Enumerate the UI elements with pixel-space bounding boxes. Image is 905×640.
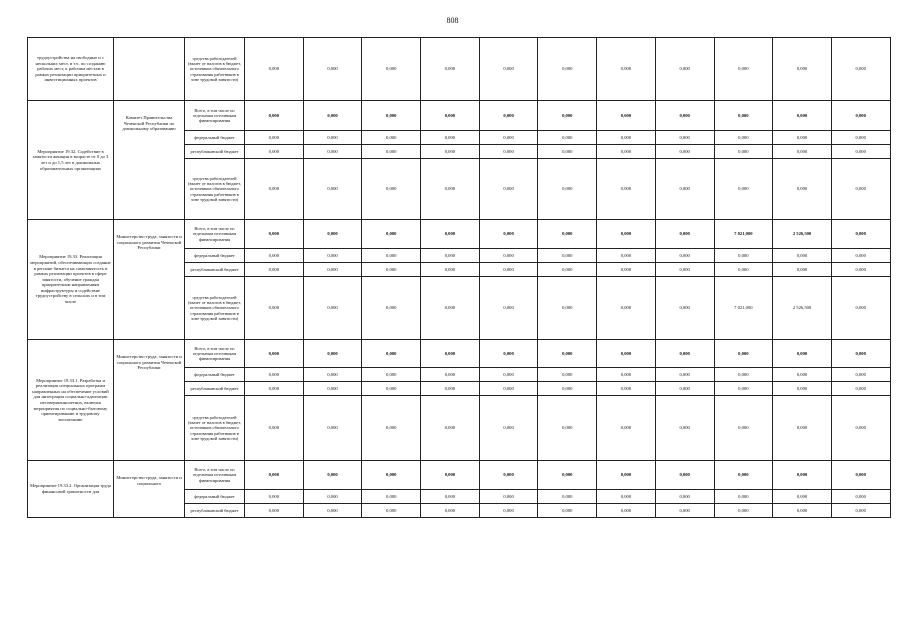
amount-cell: 0,000 bbox=[597, 38, 656, 101]
amount-cell: 0,000 bbox=[714, 396, 773, 461]
amount-cell: 0,000 bbox=[655, 368, 714, 382]
amount-cell: 0,000 bbox=[245, 340, 304, 368]
amount-cell: 0,000 bbox=[303, 340, 362, 368]
amount-cell: 0,000 bbox=[773, 263, 832, 277]
amount-cell: 0,000 bbox=[597, 368, 656, 382]
amount-cell: 0,000 bbox=[362, 368, 421, 382]
funding-source-cell: федеральный бюджет bbox=[185, 131, 245, 145]
amount-cell: 0,000 bbox=[421, 159, 480, 220]
executor-cell: Комитет Правительства Чеченской Республики по дошкольному образованию bbox=[114, 101, 185, 220]
amount-cell: 0,000 bbox=[714, 145, 773, 159]
page-number: 808 bbox=[446, 16, 459, 25]
amount-cell: 0,000 bbox=[303, 159, 362, 220]
amount-cell: 0,000 bbox=[538, 461, 597, 490]
amount-cell: 0,000 bbox=[245, 504, 304, 518]
amount-cell: 0,000 bbox=[597, 249, 656, 263]
amount-cell: 0,000 bbox=[479, 277, 538, 340]
amount-cell: 0,000 bbox=[245, 220, 304, 249]
table-row bbox=[28, 340, 891, 368]
amount-cell: 0,000 bbox=[245, 277, 304, 340]
amount-cell: 0,000 bbox=[597, 145, 656, 159]
amount-cell: 0,000 bbox=[597, 220, 656, 249]
amount-cell: 0,000 bbox=[655, 461, 714, 490]
amount-cell: 0,000 bbox=[714, 131, 773, 145]
amount-cell: 0,000 bbox=[303, 490, 362, 504]
table-body bbox=[28, 38, 891, 518]
amount-cell: 0,000 bbox=[714, 340, 773, 368]
amount-cell: 0,000 bbox=[655, 159, 714, 220]
measure-cell: Мероприятие 19.33. Реализация мероприятий, обеспечивающих создание в регионе бизнеса на самозанятость в рамках реализации проектов в сфере занятости, обучение граждан приоритетным направлениям инфраструктуры и содействие трудоустройству в сельских и в том числе bbox=[28, 220, 114, 340]
amount-cell: 0,000 bbox=[479, 159, 538, 220]
amount-cell: 7 021,000 bbox=[714, 220, 773, 249]
amount-cell: 0,000 bbox=[655, 249, 714, 263]
amount-cell: 0,000 bbox=[831, 38, 890, 101]
amount-cell: 0,000 bbox=[245, 461, 304, 490]
amount-cell: 0,000 bbox=[773, 38, 832, 101]
amount-cell: 0,000 bbox=[655, 145, 714, 159]
funding-source-cell: республиканский бюджет bbox=[185, 382, 245, 396]
funding-source-cell: Всего, в том числе по отдельным источникам финансирования bbox=[185, 461, 245, 490]
amount-cell: 0,000 bbox=[714, 368, 773, 382]
executor-cell: Министерство труда, занятости и социального развития Чеченской Республики bbox=[114, 220, 185, 340]
amount-cell: 2 526,500 bbox=[773, 277, 832, 340]
amount-cell: 0,000 bbox=[655, 340, 714, 368]
amount-cell: 0,000 bbox=[538, 504, 597, 518]
amount-cell: 0,000 bbox=[655, 131, 714, 145]
amount-cell: 0,000 bbox=[362, 340, 421, 368]
amount-cell: 7 021,000 bbox=[714, 277, 773, 340]
amount-cell: 0,000 bbox=[245, 38, 304, 101]
measure-cell: трудоустройства на свободные и с нескольких мест, в т.ч. по созданию рабочих мест, к рабочим местам в рамках реализации приоритетных и инвестиционных проектов bbox=[28, 38, 114, 101]
amount-cell: 0,000 bbox=[773, 368, 832, 382]
amount-cell: 0,000 bbox=[362, 263, 421, 277]
executor-cell: Министерство труда, занятости и социального развития Чеченской Республики bbox=[114, 340, 185, 461]
funding-source-cell: республиканский бюджет bbox=[185, 263, 245, 277]
amount-cell: 0,000 bbox=[773, 396, 832, 461]
amount-cell: 0,000 bbox=[362, 396, 421, 461]
amount-cell: 0,000 bbox=[303, 131, 362, 145]
amount-cell: 0,000 bbox=[597, 396, 656, 461]
amount-cell: 0,000 bbox=[831, 396, 890, 461]
amount-cell: 0,000 bbox=[597, 490, 656, 504]
amount-cell: 0,000 bbox=[597, 159, 656, 220]
amount-cell: 0,000 bbox=[831, 220, 890, 249]
amount-cell: 0,000 bbox=[538, 490, 597, 504]
amount-cell: 0,000 bbox=[362, 382, 421, 396]
amount-cell: 0,000 bbox=[245, 368, 304, 382]
amount-cell: 0,000 bbox=[421, 490, 480, 504]
amount-cell: 0,000 bbox=[773, 159, 832, 220]
funding-source-cell: республиканский бюджет bbox=[185, 504, 245, 518]
amount-cell: 0,000 bbox=[773, 131, 832, 145]
amount-cell: 0,000 bbox=[303, 461, 362, 490]
amount-cell: 0,000 bbox=[479, 220, 538, 249]
amount-cell: 0,000 bbox=[538, 131, 597, 145]
measure-cell: Мероприятие 19.33.1. Разработка и реализация специальных программ направленных на обеспечение условий для интеграции социально-адаптации несовершеннолетних, включая мероприятия по социально-бытовому ориентированию и трудовому воспитанию bbox=[28, 340, 114, 461]
amount-cell: 0,000 bbox=[421, 131, 480, 145]
amount-cell: 0,000 bbox=[245, 263, 304, 277]
amount-cell: 0,000 bbox=[362, 145, 421, 159]
amount-cell: 0,000 bbox=[303, 382, 362, 396]
amount-cell: 0,000 bbox=[714, 38, 773, 101]
amount-cell: 0,000 bbox=[714, 249, 773, 263]
funding-table bbox=[27, 37, 891, 518]
amount-cell: 0,000 bbox=[538, 145, 597, 159]
amount-cell: 0,000 bbox=[597, 263, 656, 277]
amount-cell: 0,000 bbox=[655, 38, 714, 101]
amount-cell: 0,000 bbox=[773, 145, 832, 159]
amount-cell: 0,000 bbox=[245, 396, 304, 461]
amount-cell: 0,000 bbox=[538, 382, 597, 396]
amount-cell: 0,000 bbox=[479, 249, 538, 263]
amount-cell: 0,000 bbox=[538, 277, 597, 340]
funding-source-cell: средства работодателей (вычет от налогов в бюджет, источников обязательного страхования работников в зоне трудовой занятости) bbox=[185, 38, 245, 101]
amount-cell: 0,000 bbox=[303, 101, 362, 131]
amount-cell: 0,000 bbox=[538, 220, 597, 249]
amount-cell: 0,000 bbox=[714, 461, 773, 490]
amount-cell: 0,000 bbox=[831, 277, 890, 340]
amount-cell: 0,000 bbox=[245, 249, 304, 263]
funding-source-cell: федеральный бюджет bbox=[185, 490, 245, 504]
amount-cell: 0,000 bbox=[831, 340, 890, 368]
amount-cell: 0,000 bbox=[303, 504, 362, 518]
amount-cell: 0,000 bbox=[303, 368, 362, 382]
amount-cell: 0,000 bbox=[538, 159, 597, 220]
amount-cell: 0,000 bbox=[538, 263, 597, 277]
amount-cell: 0,000 bbox=[479, 131, 538, 145]
amount-cell: 0,000 bbox=[597, 340, 656, 368]
amount-cell: 0,000 bbox=[303, 396, 362, 461]
amount-cell: 0,000 bbox=[362, 504, 421, 518]
amount-cell: 0,000 bbox=[245, 159, 304, 220]
amount-cell: 0,000 bbox=[479, 263, 538, 277]
amount-cell: 0,000 bbox=[597, 131, 656, 145]
amount-cell: 0,000 bbox=[773, 249, 832, 263]
funding-source-cell: федеральный бюджет bbox=[185, 368, 245, 382]
amount-cell: 0,000 bbox=[421, 396, 480, 461]
amount-cell: 0,000 bbox=[655, 220, 714, 249]
amount-cell: 0,000 bbox=[831, 504, 890, 518]
amount-cell: 0,000 bbox=[362, 490, 421, 504]
amount-cell: 0,000 bbox=[245, 382, 304, 396]
amount-cell: 0,000 bbox=[655, 396, 714, 461]
amount-cell: 0,000 bbox=[362, 277, 421, 340]
amount-cell: 0,000 bbox=[479, 145, 538, 159]
amount-cell: 0,000 bbox=[362, 38, 421, 101]
amount-cell: 0,000 bbox=[479, 490, 538, 504]
amount-cell: 0,000 bbox=[714, 490, 773, 504]
amount-cell: 0,000 bbox=[303, 145, 362, 159]
amount-cell: 0,000 bbox=[245, 101, 304, 131]
amount-cell: 0,000 bbox=[538, 101, 597, 131]
amount-cell: 0,000 bbox=[479, 101, 538, 131]
measure-cell: Мероприятие 19.33.2. Организация труда финансовой грамотности для bbox=[28, 461, 114, 518]
amount-cell: 0,000 bbox=[421, 249, 480, 263]
amount-cell: 0,000 bbox=[655, 382, 714, 396]
funding-source-cell: Всего, в том числе по отдельным источникам финансирования bbox=[185, 101, 245, 131]
amount-cell: 0,000 bbox=[538, 368, 597, 382]
amount-cell: 0,000 bbox=[597, 101, 656, 131]
amount-cell: 0,000 bbox=[714, 263, 773, 277]
amount-cell: 0,000 bbox=[421, 263, 480, 277]
amount-cell: 0,000 bbox=[421, 340, 480, 368]
amount-cell: 0,000 bbox=[597, 504, 656, 518]
funding-source-cell: федеральный бюджет bbox=[185, 249, 245, 263]
amount-cell: 0,000 bbox=[714, 382, 773, 396]
amount-cell: 0,000 bbox=[831, 145, 890, 159]
amount-cell: 0,000 bbox=[597, 461, 656, 490]
amount-cell: 0,000 bbox=[303, 249, 362, 263]
amount-cell: 0,000 bbox=[421, 277, 480, 340]
funding-source-cell: Всего, в том числе по отдельным источникам финансирования bbox=[185, 220, 245, 249]
amount-cell: 0,000 bbox=[421, 145, 480, 159]
amount-cell: 0,000 bbox=[655, 504, 714, 518]
amount-cell: 0,000 bbox=[303, 38, 362, 101]
amount-cell: 0,000 bbox=[362, 461, 421, 490]
amount-cell: 0,000 bbox=[245, 145, 304, 159]
amount-cell: 0,000 bbox=[479, 382, 538, 396]
table-row bbox=[28, 101, 891, 131]
amount-cell: 0,000 bbox=[714, 504, 773, 518]
amount-cell: 0,000 bbox=[303, 277, 362, 340]
funding-source-cell: Всего, в том числе по отдельным источникам финансирования bbox=[185, 340, 245, 368]
amount-cell: 0,000 bbox=[655, 277, 714, 340]
table-row bbox=[28, 220, 891, 249]
amount-cell: 0,000 bbox=[245, 490, 304, 504]
amount-cell: 0,000 bbox=[538, 340, 597, 368]
amount-cell: 0,000 bbox=[714, 159, 773, 220]
amount-cell: 0,000 bbox=[421, 368, 480, 382]
amount-cell: 0,000 bbox=[773, 340, 832, 368]
amount-cell: 0,000 bbox=[479, 396, 538, 461]
executor-cell: Министерство труда, занятости и социального bbox=[114, 461, 185, 518]
amount-cell: 0,000 bbox=[831, 461, 890, 490]
amount-cell: 0,000 bbox=[831, 263, 890, 277]
amount-cell: 0,000 bbox=[655, 101, 714, 131]
amount-cell: 0,000 bbox=[362, 101, 421, 131]
amount-cell: 0,000 bbox=[655, 263, 714, 277]
amount-cell: 0,000 bbox=[773, 101, 832, 131]
amount-cell: 0,000 bbox=[831, 159, 890, 220]
executor-cell bbox=[114, 38, 185, 101]
amount-cell: 0,000 bbox=[597, 277, 656, 340]
amount-cell: 0,000 bbox=[831, 249, 890, 263]
amount-cell: 0,000 bbox=[479, 340, 538, 368]
amount-cell: 0,000 bbox=[773, 461, 832, 490]
amount-cell: 0,000 bbox=[773, 504, 832, 518]
amount-cell: 0,000 bbox=[421, 220, 480, 249]
amount-cell: 0,000 bbox=[538, 38, 597, 101]
amount-cell: 0,000 bbox=[773, 490, 832, 504]
amount-cell: 0,000 bbox=[479, 368, 538, 382]
funding-source-cell: средства работодателей (вычет от налогов в бюджет, источников обязательного страхования работников в зоне трудовой занятости) bbox=[185, 277, 245, 340]
amount-cell: 0,000 bbox=[479, 504, 538, 518]
amount-cell: 0,000 bbox=[421, 38, 480, 101]
funding-source-cell: средства работодателей (вычет от налогов в бюджет, источников обязательного страхования работников в зоне трудовой занятости) bbox=[185, 159, 245, 220]
amount-cell: 0,000 bbox=[831, 101, 890, 131]
amount-cell: 0,000 bbox=[245, 131, 304, 145]
amount-cell: 0,000 bbox=[303, 220, 362, 249]
table-row bbox=[28, 461, 891, 490]
amount-cell: 0,000 bbox=[479, 38, 538, 101]
amount-cell: 0,000 bbox=[362, 220, 421, 249]
amount-cell: 0,000 bbox=[362, 249, 421, 263]
amount-cell: 0,000 bbox=[597, 382, 656, 396]
amount-cell: 2 526,500 bbox=[773, 220, 832, 249]
amount-cell: 0,000 bbox=[831, 490, 890, 504]
amount-cell: 0,000 bbox=[362, 131, 421, 145]
amount-cell: 0,000 bbox=[362, 159, 421, 220]
amount-cell: 0,000 bbox=[421, 101, 480, 131]
amount-cell: 0,000 bbox=[479, 461, 538, 490]
table-row bbox=[28, 38, 891, 101]
measure-cell: Мероприятие 19.32. Содействие в занятости женщин в возрасте от 0 до 3 лет и до 1,5 лет в дошкольных образовательных организациях bbox=[28, 101, 114, 220]
amount-cell: 0,000 bbox=[773, 382, 832, 396]
amount-cell: 0,000 bbox=[831, 131, 890, 145]
amount-cell: 0,000 bbox=[714, 101, 773, 131]
funding-source-cell: республиканский бюджет bbox=[185, 145, 245, 159]
amount-cell: 0,000 bbox=[421, 504, 480, 518]
amount-cell: 0,000 bbox=[831, 368, 890, 382]
amount-cell: 0,000 bbox=[303, 263, 362, 277]
amount-cell: 0,000 bbox=[831, 382, 890, 396]
funding-source-cell: средства работодателей (вычет от налогов в бюджет, источников обязательного страхования работников в зоне трудовой занятости) bbox=[185, 396, 245, 461]
amount-cell: 0,000 bbox=[421, 461, 480, 490]
amount-cell: 0,000 bbox=[421, 382, 480, 396]
amount-cell: 0,000 bbox=[538, 249, 597, 263]
amount-cell: 0,000 bbox=[538, 396, 597, 461]
amount-cell: 0,000 bbox=[655, 490, 714, 504]
